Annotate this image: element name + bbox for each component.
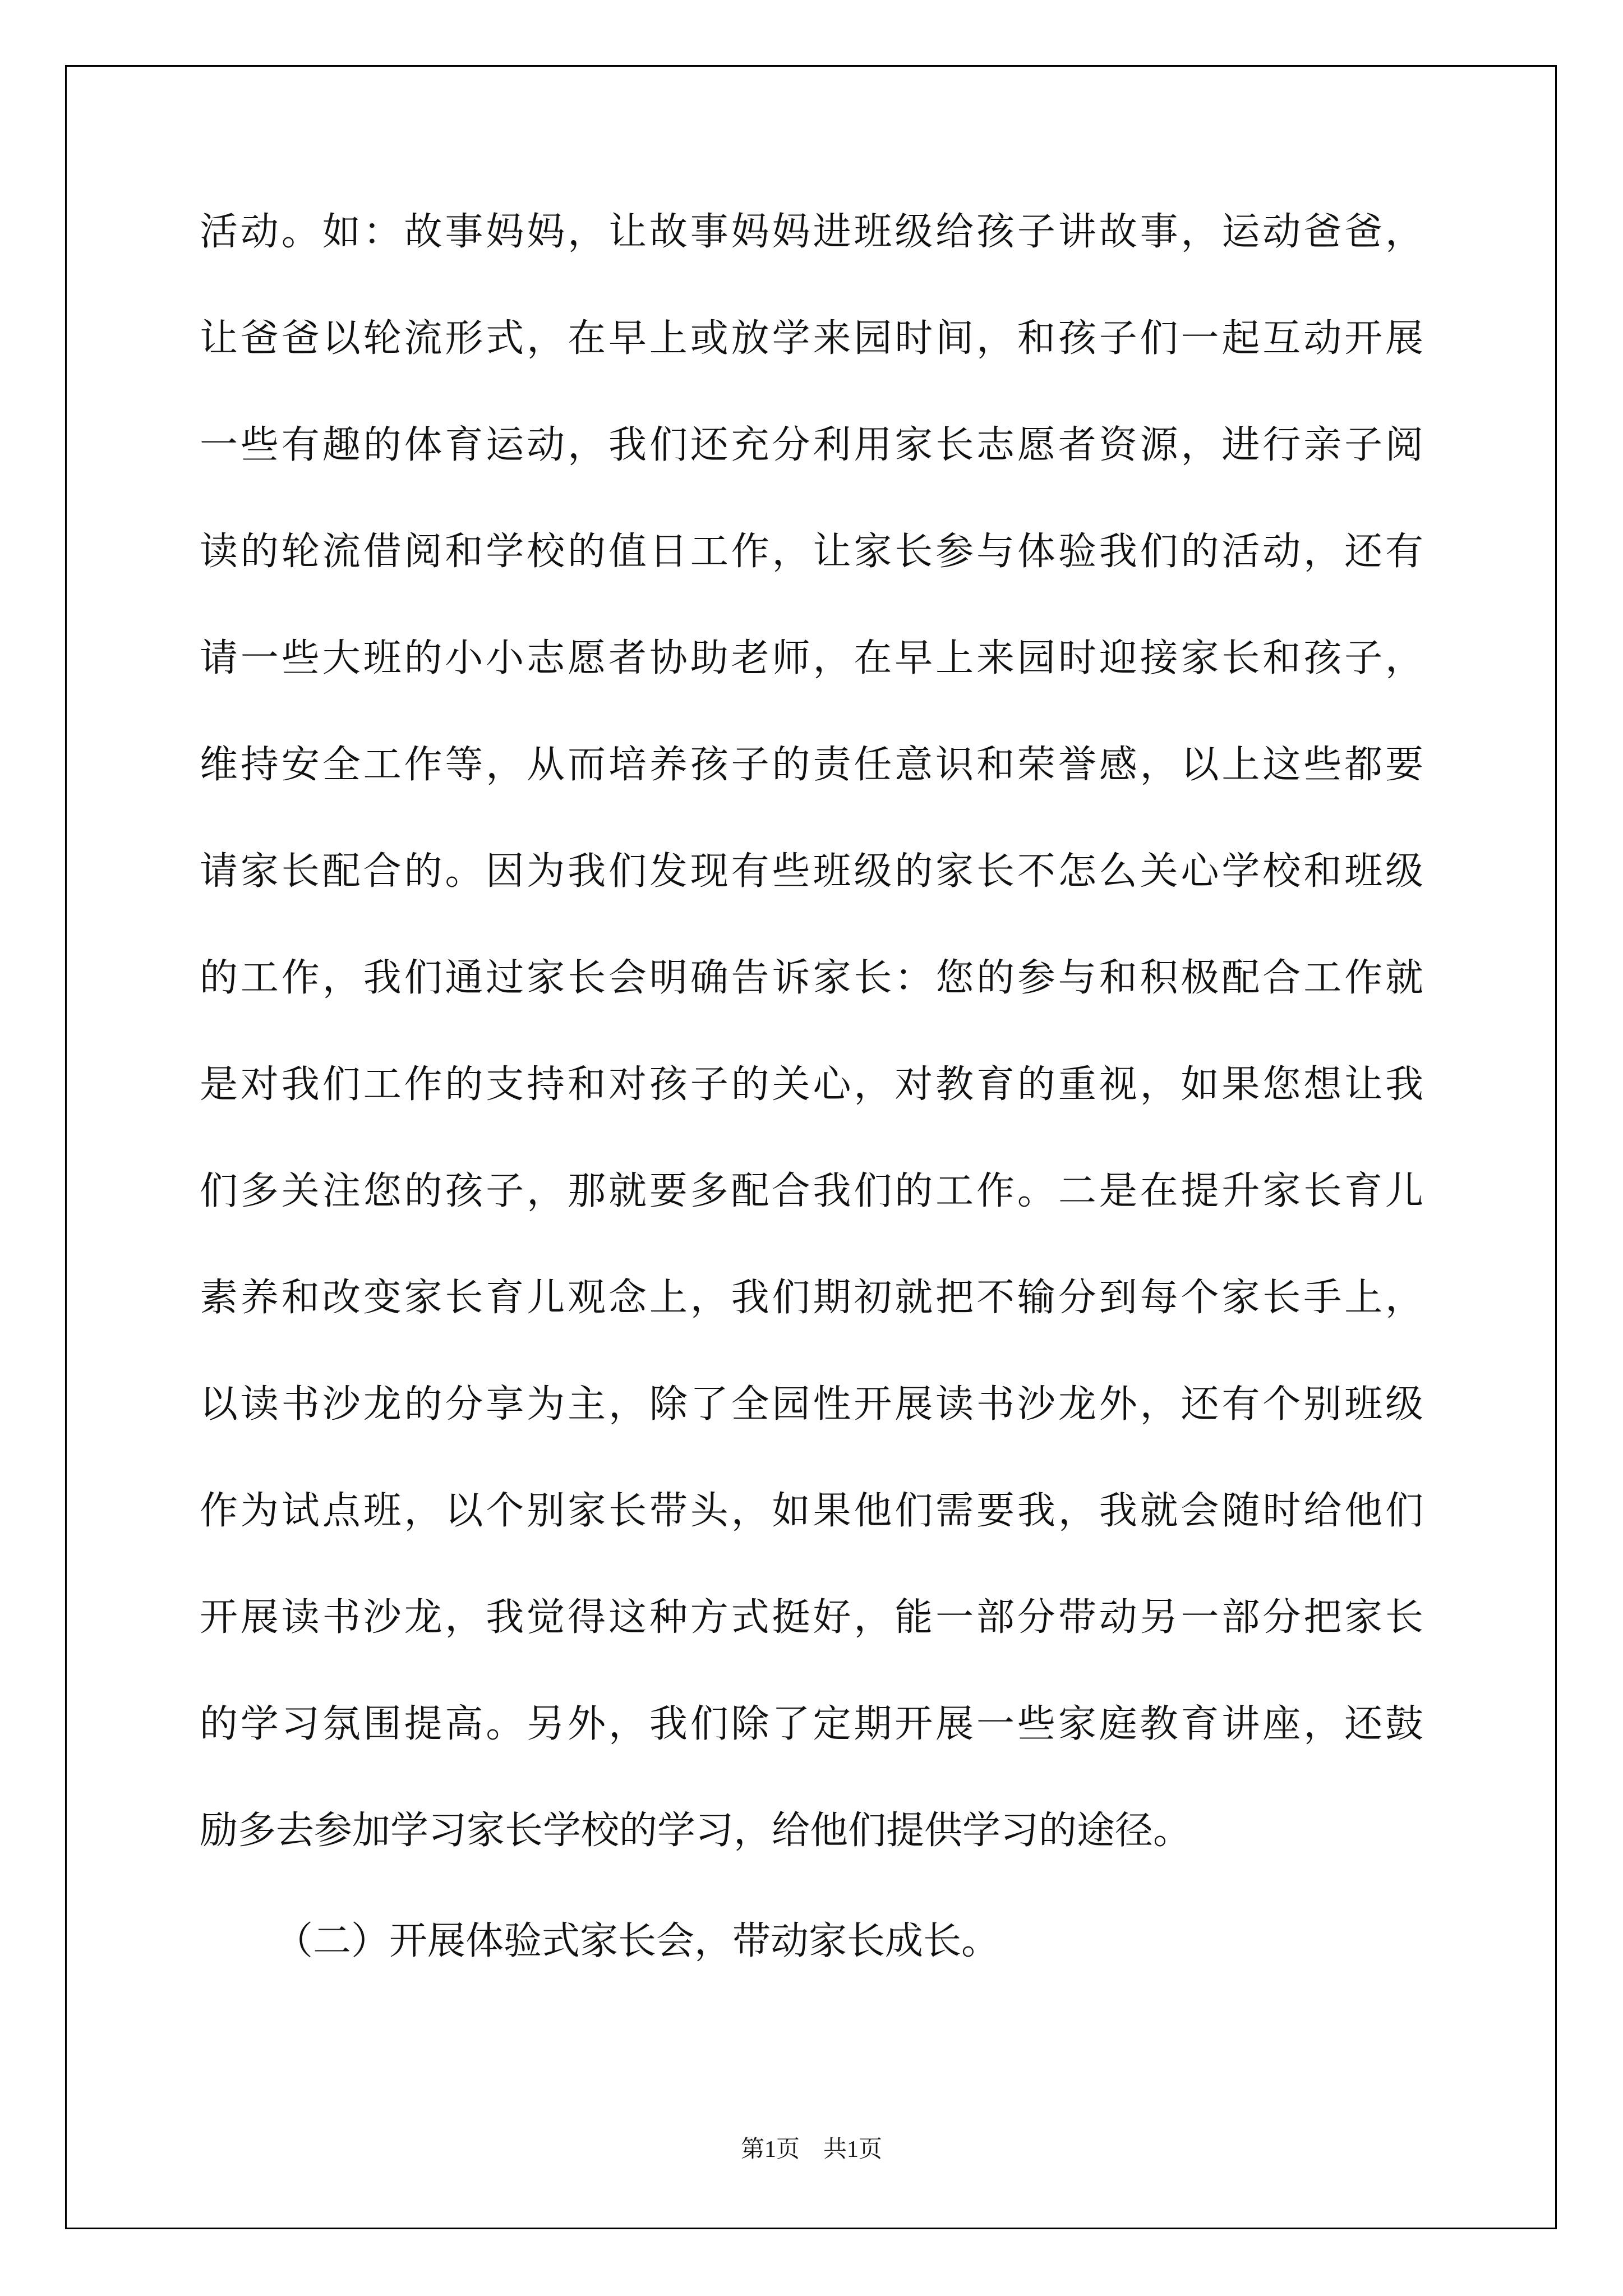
text-line: 们多关注您的孩子，那就要多配合我们的工作。二是在提升家长育儿	[200, 1169, 1423, 1213]
text-line: 以读书沙龙的分享为主，除了全园性开展读书沙龙外，还有个别班级	[200, 1382, 1423, 1427]
text-line: 励多去参加学习家长学校的学习，给他们提供学习的途径。	[200, 1809, 1192, 1853]
text-line: 是对我们工作的支持和对孩子的关心，对教育的重视，如果您想让我	[200, 1062, 1423, 1107]
text-line: 一些有趣的体育运动，我们还充分利用家长志愿者资源，进行亲子阅	[200, 423, 1423, 467]
text-line: 让爸爸以轮流形式，在早上或放学来园时间，和孩子们一起互动开展	[200, 316, 1423, 361]
text-line: 读的轮流借阅和学校的值日工作，让家长参与体验我们的活动，还有	[200, 530, 1423, 574]
text-line: 活动。如：故事妈妈，让故事妈妈进班级给孩子讲故事，运动爸爸，	[200, 210, 1423, 254]
text-line: 作为试点班，以个别家长带头，如果他们需要我，我就会随时给他们	[200, 1489, 1423, 1533]
text-line: 开展读书沙龙，我觉得这种方式挺好，能一部分带动另一部分把家长	[200, 1595, 1423, 1640]
text-line: 的工作，我们通过家长会明确告诉家长：您的参与和积极配合工作就	[200, 956, 1423, 1000]
page-number-footer: 第1页 共1页	[740, 2137, 882, 2162]
section-subheading: （二）开展体验式家长会，带动家长成长。	[275, 1919, 1000, 1963]
text-line: 素养和改变家长育儿观念上，我们期初就把不输分到每个家长手上，	[200, 1276, 1423, 1320]
text-line: 维持安全工作等，从而培养孩子的责任意识和荣誉感，以上这些都要	[200, 743, 1423, 787]
text-line: 的学习氛围提高。另外，我们除了定期开展一些家庭教育讲座，还鼓	[200, 1702, 1423, 1746]
text-line: 请家长配合的。因为我们发现有些班级的家长不怎么关心学校和班级	[200, 849, 1423, 894]
body-paragraph	[200, 210, 1423, 1918]
text-line: 请一些大班的小小志愿者协助老师，在早上来园时迎接家长和孩子，	[200, 636, 1423, 680]
